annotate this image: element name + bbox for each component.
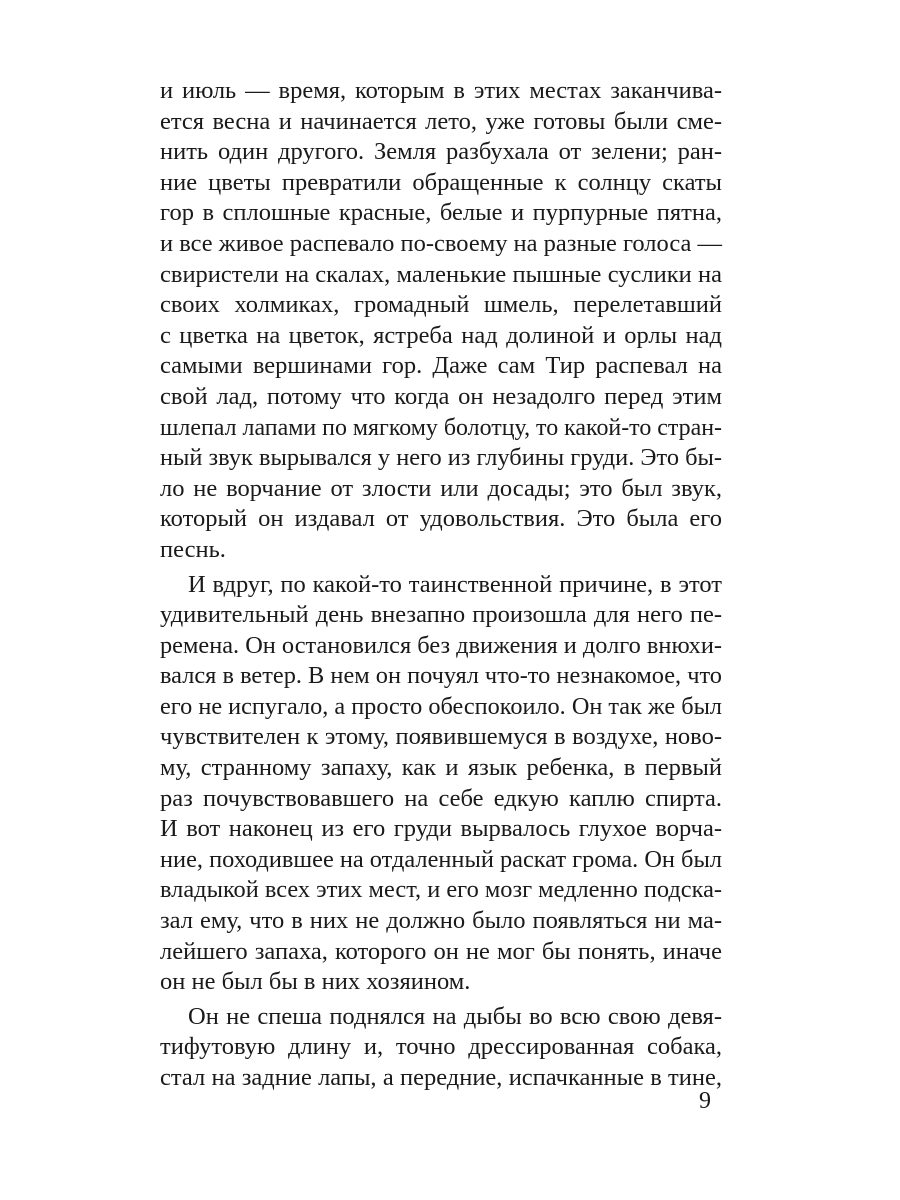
text-line-content: вался в ветер. В нем он почуял что-то незнакомое, что [160,662,722,690]
text-line [160,107,722,138]
text-line-content: владыкой всех этих мест, и его мозг медленно подска- [160,876,722,904]
text-line [160,198,722,229]
text-line [160,168,722,199]
text-line-content: И вдруг, по какой-то таинственной причине, в этот [188,570,722,598]
text-line [160,76,722,107]
text-line [160,1002,722,1033]
text-line-content: и все живое распевало по-своему на разные голоса — [160,229,722,257]
text-line-content: свой лад, потому что когда он незадолго перед этим [160,382,722,410]
text-line [160,351,722,382]
text-line [160,722,722,753]
text-line-content: ный звук вырывался у него из глубины груди. Это бы- [160,444,722,472]
text-line [160,600,722,631]
text-line [160,260,722,291]
text-line [160,1032,722,1063]
text-line [160,382,722,413]
text-line [160,875,722,906]
text-line [160,784,722,815]
text-line-content: который он издавал от удовольствия. Это была его [160,505,722,533]
text-line-content: удивительный день внезапно произошла для него пе- [160,601,722,629]
text-line-content: ло не ворчание от злости или досады; это был звук, [160,474,722,502]
text-line-content: с цветка на цветок, ястреба над долиной и орлы над [160,321,722,349]
text-line [160,504,722,535]
text-line-content: нить один другого. Земля разбухала от зелени; ран- [160,138,722,166]
text-line [160,290,722,321]
paragraph [160,1002,722,1094]
body-text [160,76,722,1098]
text-line-content: шлепал лапами по мягкому болотцу, то какой-то стран- [160,413,722,441]
text-line [160,937,722,968]
paragraph [160,76,722,566]
text-line [160,570,722,601]
text-line-content: ние цветы превратили обращенные к солнцу скаты [160,168,722,196]
text-line-content: и июль — время, которым в этих местах заканчива- [160,77,722,104]
paragraph [160,570,722,998]
text-line [160,229,722,260]
text-line-content: И вот наконец из его груди вырвалось глухое ворча- [160,815,722,843]
text-line [160,814,722,845]
text-line [160,631,722,662]
text-line-content: песнь. [160,535,226,563]
text-line-content: раз почувствовавшего на себе едкую каплю спирта. [160,784,722,812]
text-line [160,321,722,352]
text-line [160,535,722,566]
text-line-content: зал ему, что в них не должно было появляться ни ма- [160,907,722,935]
text-line [160,474,722,505]
text-line-content: ние, походившее на отдаленный раскат грома. Он был [160,845,722,873]
text-line-content: гор в сплошные красные, белые и пурпурные пятна, [160,199,722,227]
text-line [160,692,722,723]
text-line [160,413,722,444]
text-line [160,1063,722,1094]
text-line [160,906,722,937]
text-line-content: чувствителен к этому, появившемуся в воздухе, ново- [160,723,722,751]
text-line [160,137,722,168]
text-line [160,661,722,692]
text-line-content: своих холмиках, громадный шмель, перелетавший [160,291,722,319]
page-number: 9 [699,1088,711,1114]
text-line [160,845,722,876]
text-line-content: самыми вершинами гор. Даже сам Тир распевал на [160,352,722,380]
text-line-content: му, странному запаху, как и язык ребенка, в первый [160,754,722,782]
text-line-content: свиристели на скалах, маленькие пышные суслики на [160,260,722,288]
text-line [160,443,722,474]
text-line [160,967,722,998]
text-line-content: стал на задние лапы, а передние, испачканные в тине, [160,1064,722,1091]
text-line-content: ремена. Он остановился без движения и долго внюхи- [160,631,722,659]
text-line-content: Он не спеша поднялся на дыбы во всю свою девя- [188,1002,722,1030]
text-line-content: тифутовую длину и, точно дрессированная собака, [160,1033,722,1061]
text-line-content: он не был бы в них хозяином. [160,968,471,996]
text-line [160,753,722,784]
text-line-content: ется весна и начинается лето, уже готовы были сме- [160,107,722,135]
text-line-content: лейшего запаха, которого он не мог бы понять, иначе [160,937,722,965]
text-line-content: его не испугало, а просто обеспокоило. Он так же был [160,692,722,720]
